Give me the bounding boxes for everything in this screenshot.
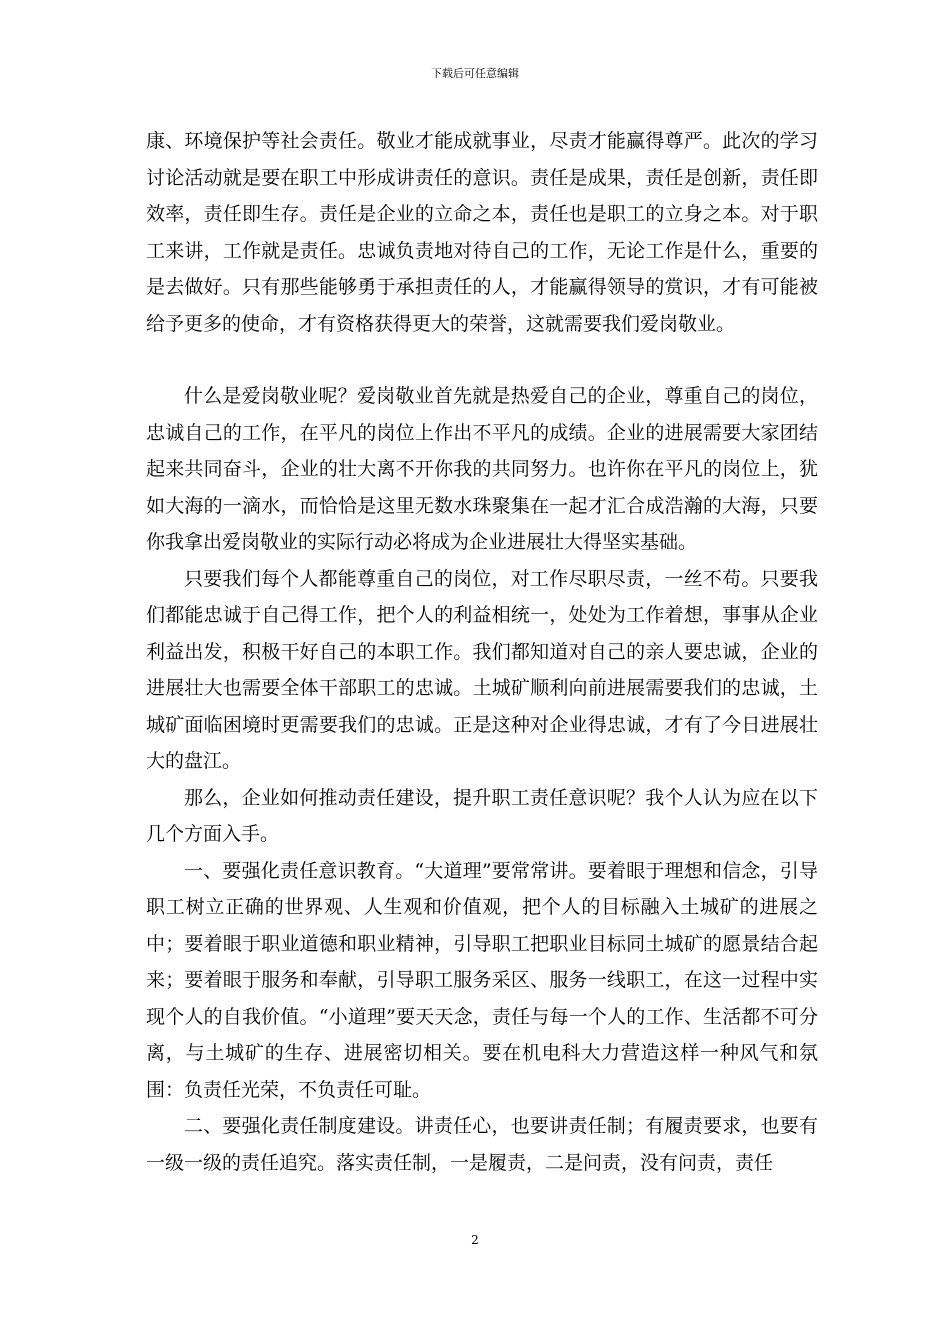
paragraph-2: 什么是爱岗敬业呢？爱岗敬业首先就是热爱自己的企业，尊重自己的岗位，忠诚自己的工作，在平凡的岗位上作出不平凡的成绩。企业的进展需要大家团结起来共同奋斗，企业的壮大离不开你我的共同努力。也许你在平凡的岗位上，犹如大海的一滴水，而恰恰是这里无数水珠聚集在一起才汇合成浩瀚的大海，只要你我拿出爱岗敬业的实际行动必将成为企业进展壮大得坚实基础。 bbox=[146, 385, 818, 553]
page-header: 下载后可任意编辑 bbox=[431, 67, 519, 80]
paragraph-4: 那么，企业如何推动责任建设，提升职工责任意识呢？我个人认为应在以下几个方面入手。 bbox=[146, 786, 818, 845]
paragraph-1: 康、环境保护等社会责任。敬业才能成就事业，尽责才能赢得尊严。此次的学习讨论活动就是要在职工中形成讲责任的意识。责任是成果，责任是创新，责任即效率，责任即生存。责任是企业的立命之本，责任也是职工的立身之本。对于职工来讲，工作就是责任。忠诚负责地对待自己的工作，无论工作是什么，重要的是去做好。只有那些能够勇于承担责任的人，才能赢得领导的赏识，才有可能被给予更多的使命，才有资格获得更大的荣誉，这就需要我们爱岗敬业。 bbox=[146, 130, 818, 335]
paragraph-3: 只要我们每个人都能尊重自己的岗位，对工作尽职尽责，一丝不苟。只要我们都能忠诚于自己得工作，把个人的利益相统一，处处为工作着想，事事从企业利益出发，积极干好自己的本职工作。我们都知道对自己的亲人要忠诚，企业的进展壮大也需要全体干部职工的忠诚。土城矿顺利向前进展需要我们的忠诚，土城矿面临困境时更需要我们的忠诚。正是这种对企业得忠诚，才有了今日进展壮大的盘江。 bbox=[146, 567, 818, 772]
paragraph-6: 二、要强化责任制度建设。讲责任心，也要讲责任制；有履责要求，也要有一级一级的责任追究。落实责任制，一是履责，二是问责，没有问责，责任 bbox=[146, 1115, 818, 1174]
document-body bbox=[146, 123, 818, 1181]
paragraph-5: 一、要强化责任意识教育。“大道理”要常常讲。要着眼于理想和信念，引导职工树立正确的世界观、人生观和价值观，把个人的目标融入土城矿的进展之中；要着眼于职业道德和职业精神，引导职工把职业目标同土城矿的愿景结合起来；要着眼于服务和奉献，引导职工服务采区、服务一线职工，在这一过程中实现个人的自我价值。“小道理”要天天念，责任与每一个人的工作、生活都不可分离，与土城矿的生存、进展密切相关。要在机电科大力营造这样一种风气和氛围：负责任光荣，不负责任可耻。 bbox=[146, 859, 818, 1101]
page-number: 2 bbox=[471, 1233, 479, 1247]
